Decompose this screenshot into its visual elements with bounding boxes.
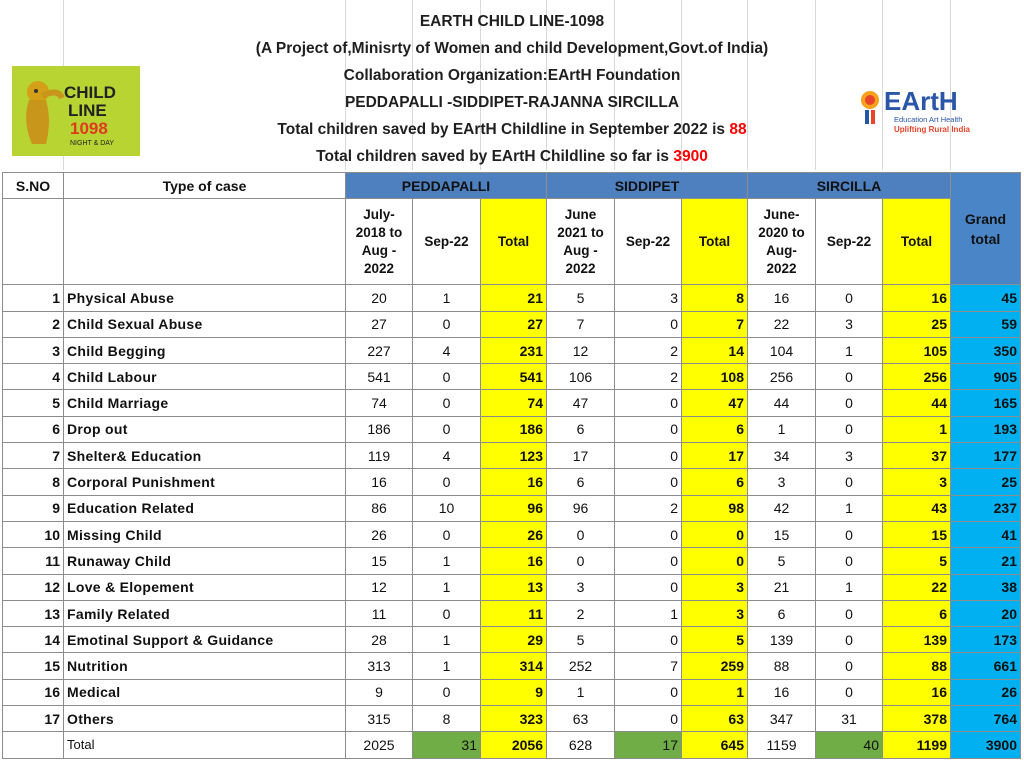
table-cell: 17 [682,443,748,469]
sircilla-sep-header: Sep-22 [816,199,883,285]
table-cell: 8 [682,285,748,311]
table-cell: 139 [883,627,951,653]
svg-text:Education Art Health: Education Art Health [894,115,963,124]
september-total-value: 88 [729,121,747,138]
table-cell: 315 [346,706,413,732]
table-cell: 5 [682,627,748,653]
table-cell: 2 [547,600,615,626]
table-cell: 12 [547,337,615,363]
table-cell: 98 [682,495,748,521]
table-cell: 17 [615,732,682,758]
table-row [3,285,1021,311]
table-cell: 108 [682,364,748,390]
table-cell: 0 [615,574,682,600]
grand-total-header: Grand total [951,173,1021,285]
table-cell: 1 [413,574,481,600]
sircilla-period-header: June- 2020 to Aug- 2022 [748,199,816,285]
table-cell: 88 [883,653,951,679]
table-cell: 26 [951,679,1021,705]
table-cell: 237 [951,495,1021,521]
table-cell: 13 [3,600,64,626]
table-cell: 0 [682,548,748,574]
table-cell: 764 [951,706,1021,732]
table-cell: 0 [615,627,682,653]
table-cell: 3 [816,443,883,469]
table-cell: 3 [615,285,682,311]
table-cell: 186 [346,416,413,442]
table-cell: Child Labour [64,364,346,390]
table-cell: 1 [3,285,64,311]
table-cell: 27 [346,311,413,337]
table-cell: 6 [682,416,748,442]
district-header-sircilla: SIRCILLA [748,173,951,199]
table-cell: 17 [547,443,615,469]
table-cell: 0 [413,679,481,705]
table-cell: 40 [816,732,883,758]
table-cell: 16 [883,285,951,311]
table-cell: 0 [816,390,883,416]
peddapalli-period-header: July- 2018 to Aug - 2022 [346,199,413,285]
table-cell: 3 [816,311,883,337]
table-cell: 59 [951,311,1021,337]
table-cell: 3 [682,574,748,600]
table-cell: 314 [481,653,547,679]
table-cell: 17 [3,706,64,732]
table-cell: 6 [3,416,64,442]
table-cell: 2056 [481,732,547,758]
table-cell: 0 [413,416,481,442]
table-cell: 42 [748,495,816,521]
table-cell: 25 [883,311,951,337]
district-header-peddapalli: PEDDAPALLI [346,173,547,199]
table-cell: 1 [816,337,883,363]
table-cell: 20 [346,285,413,311]
table-cell: 8 [413,706,481,732]
cases-table [2,172,1021,759]
table-row [3,548,1021,574]
table-cell: Child Begging [64,337,346,363]
table-cell: 96 [481,495,547,521]
table-cell: 4 [3,364,64,390]
table-cell: 13 [481,574,547,600]
table-cell: 26 [481,521,547,547]
table-cell: 15 [3,653,64,679]
table-cell: 1 [413,653,481,679]
table-cell: 2025 [346,732,413,758]
table-cell: 1 [547,679,615,705]
table-cell: 0 [816,364,883,390]
table-cell: 5 [547,285,615,311]
table-cell: 3 [682,600,748,626]
table-cell: 15 [748,521,816,547]
table-cell: 16 [481,548,547,574]
table-cell: 231 [481,337,547,363]
table-cell: 5 [748,548,816,574]
table-cell: 1159 [748,732,816,758]
title-line: EARTH CHILD LINE-1098 [419,13,605,30]
table-cell: 0 [816,653,883,679]
table-cell: 0 [816,285,883,311]
table-cell: 74 [481,390,547,416]
table-cell: 2 [615,364,682,390]
table-cell: 106 [547,364,615,390]
table-cell: Child Marriage [64,390,346,416]
table-cell: 6 [682,469,748,495]
table-cell: 38 [951,574,1021,600]
table-cell: 6 [547,416,615,442]
table-cell: 1 [883,416,951,442]
table-cell: 0 [615,311,682,337]
table-cell: 11 [3,548,64,574]
table-cell: Family Related [64,600,346,626]
table-cell: 20 [951,600,1021,626]
peddapalli-sep-header: Sep-22 [413,199,481,285]
table-cell: 1 [413,627,481,653]
table-cell: Education Related [64,495,346,521]
svg-text:NIGHT & DAY: NIGHT & DAY [70,140,115,147]
table-cell: 3 [547,574,615,600]
table-cell: 0 [615,416,682,442]
table-cell: 11 [346,600,413,626]
table-cell: 9 [3,495,64,521]
table-cell: 119 [346,443,413,469]
table-cell: 0 [816,416,883,442]
table-cell: 9 [481,679,547,705]
table-cell: 186 [481,416,547,442]
table-cell: 22 [883,574,951,600]
table-cell: 541 [481,364,547,390]
table-cell: Shelter& Education [64,443,346,469]
table-cell: 1 [413,548,481,574]
districts-line: PEDDAPALLI -SIDDIPET-RAJANNA SIRCILLA [344,94,680,111]
svg-text:1098: 1098 [70,119,108,138]
table-cell: 9 [346,679,413,705]
svg-text:EArtH: EArtH [884,86,958,116]
table-cell: 41 [951,521,1021,547]
table-cell: 2 [3,311,64,337]
table-cell: 0 [413,311,481,337]
table-cell: 177 [951,443,1021,469]
table-cell: 1 [816,574,883,600]
table-cell: 37 [883,443,951,469]
table-cell: 6 [748,600,816,626]
table-cell: 25 [951,469,1021,495]
table-cell: 15 [346,548,413,574]
table-cell: 256 [883,364,951,390]
table-cell: 2 [615,337,682,363]
table-cell: 5 [3,390,64,416]
september-total-line: Total children saved by EArtH Childline in September 2022 is 88 [277,121,747,138]
table-cell: 0 [816,679,883,705]
table-cell: 0 [615,679,682,705]
table-cell: 2 [615,495,682,521]
table-cell: 16 [883,679,951,705]
table-row [3,495,1021,521]
table-cell: 1 [748,416,816,442]
table-cell: 16 [346,469,413,495]
table-cell: 227 [346,337,413,363]
overall-total-line: Total children saved by EArtH Childline so far is 3900 [316,148,708,165]
table-cell: 139 [748,627,816,653]
table-cell: 1199 [883,732,951,758]
table-cell: 31 [413,732,481,758]
table-cell: 43 [883,495,951,521]
table-cell: 0 [816,627,883,653]
svg-text:Uplifting Rural India: Uplifting Rural India [894,125,970,134]
table-cell: 1 [413,285,481,311]
table-cell: Medical [64,679,346,705]
table-row [3,574,1021,600]
table-cell: 22 [748,311,816,337]
table-cell: 541 [346,364,413,390]
table-cell: 44 [748,390,816,416]
table-cell: 0 [413,521,481,547]
table-row [3,416,1021,442]
type-header: Type of case [64,173,346,199]
table-cell: 3 [748,469,816,495]
table-cell: 6 [547,469,615,495]
table-row [3,469,1021,495]
table-cell: 0 [615,548,682,574]
table-cell: Drop out [64,416,346,442]
earth-logo [858,78,990,138]
table-cell: 1 [682,679,748,705]
sno-header: S.NO [3,173,64,199]
table-cell: Emotinal Support & Guidance [64,627,346,653]
table-cell: 165 [951,390,1021,416]
table-row [3,311,1021,337]
table-cell: 323 [481,706,547,732]
table-cell: 905 [951,364,1021,390]
table-cell: 47 [682,390,748,416]
table-cell: 34 [748,443,816,469]
table-cell: 47 [547,390,615,416]
table-cell: 0 [547,521,615,547]
table-cell: 0 [413,469,481,495]
table-row [3,706,1021,732]
table-cell: 86 [346,495,413,521]
table-cell: 0 [413,390,481,416]
table-cell: 7 [682,311,748,337]
total-row [3,732,1021,758]
collaboration-line: Collaboration Organization:EArtH Foundation [343,67,681,84]
table-cell: 5 [547,627,615,653]
table-cell: 6 [883,600,951,626]
table-cell: 0 [615,443,682,469]
table-cell [3,732,64,758]
table-cell: Nutrition [64,653,346,679]
table-cell: 104 [748,337,816,363]
table-cell: Love & Elopement [64,574,346,600]
table-cell: 10 [3,521,64,547]
siddipet-total-header: Total [682,199,748,285]
table-cell: 7 [547,311,615,337]
table-cell: 29 [481,627,547,653]
table-row [3,390,1021,416]
table-cell: 16 [748,285,816,311]
table-cell: 16 [748,679,816,705]
table-cell: 7 [615,653,682,679]
table-cell: 1 [615,600,682,626]
table-cell: 378 [883,706,951,732]
table-cell: 4 [413,337,481,363]
table-cell: Child Sexual Abuse [64,311,346,337]
table-cell: 26 [346,521,413,547]
table-cell: 252 [547,653,615,679]
table-cell: 173 [951,627,1021,653]
table-cell: 10 [413,495,481,521]
table-cell: 14 [682,337,748,363]
table-cell: 96 [547,495,615,521]
table-cell: 45 [951,285,1021,311]
table-cell: Total [64,732,346,758]
table-row [3,443,1021,469]
table-cell: Others [64,706,346,732]
table-cell: 0 [816,600,883,626]
table-row [3,364,1021,390]
table-cell: 105 [883,337,951,363]
table-cell: 88 [748,653,816,679]
table-cell: 193 [951,416,1021,442]
table-cell: 7 [3,443,64,469]
table-row [3,627,1021,653]
table-cell: 14 [3,627,64,653]
table-cell: 347 [748,706,816,732]
table-cell: 1 [816,495,883,521]
table-cell: 0 [615,521,682,547]
table-cell: 3 [883,469,951,495]
table-cell: 27 [481,311,547,337]
district-header-siddipet: SIDDIPET [547,173,748,199]
siddipet-period-header: June 2021 to Aug - 2022 [547,199,615,285]
sircilla-total-header: Total [883,199,951,285]
table-cell: 645 [682,732,748,758]
table-row [3,653,1021,679]
table-cell: 74 [346,390,413,416]
table-cell: 12 [346,574,413,600]
table-row [3,600,1021,626]
table-cell: 628 [547,732,615,758]
table-cell: 4 [413,443,481,469]
table-cell: Corporal Punishment [64,469,346,495]
table-cell: 16 [481,469,547,495]
table-row [3,679,1021,705]
table-row [3,337,1021,363]
table-cell: 313 [346,653,413,679]
table-cell: Missing Child [64,521,346,547]
table-cell: 63 [547,706,615,732]
table-cell: 350 [951,337,1021,363]
table-cell: 16 [3,679,64,705]
table-cell: 0 [413,364,481,390]
table-cell: 15 [883,521,951,547]
table-row [3,521,1021,547]
report-header [0,0,1024,170]
table-cell: 0 [816,521,883,547]
table-cell: 31 [816,706,883,732]
table-cell: 123 [481,443,547,469]
table-cell: 0 [816,469,883,495]
table-cell: 3900 [951,732,1021,758]
table-cell: 259 [682,653,748,679]
table-cell: 11 [481,600,547,626]
table-cell: 12 [3,574,64,600]
table-cell: 8 [3,469,64,495]
table-cell: 63 [682,706,748,732]
table-cell: 3 [3,337,64,363]
table-cell: Physical Abuse [64,285,346,311]
table-cell: 0 [615,469,682,495]
table-cell: 21 [951,548,1021,574]
overall-total-value: 3900 [673,148,708,165]
table-cell: 0 [682,521,748,547]
project-line: (A Project of,Minisrty of Women and child Development,Govt.of India) [255,40,769,57]
table-cell: 661 [951,653,1021,679]
table-cell: 21 [481,285,547,311]
table-cell: 0 [547,548,615,574]
svg-text:CHILD: CHILD [64,83,116,102]
siddipet-sep-header: Sep-22 [615,199,682,285]
table-cell: 28 [346,627,413,653]
table-cell: Runaway Child [64,548,346,574]
table-cell: 0 [413,600,481,626]
table-cell: 0 [816,548,883,574]
table-cell: 21 [748,574,816,600]
svg-text:LINE: LINE [68,101,107,120]
peddapalli-total-header: Total [481,199,547,285]
table-cell: 5 [883,548,951,574]
table-cell: 0 [615,390,682,416]
table-cell: 256 [748,364,816,390]
table-cell: 0 [615,706,682,732]
table-cell: 44 [883,390,951,416]
childline-logo [12,66,140,156]
